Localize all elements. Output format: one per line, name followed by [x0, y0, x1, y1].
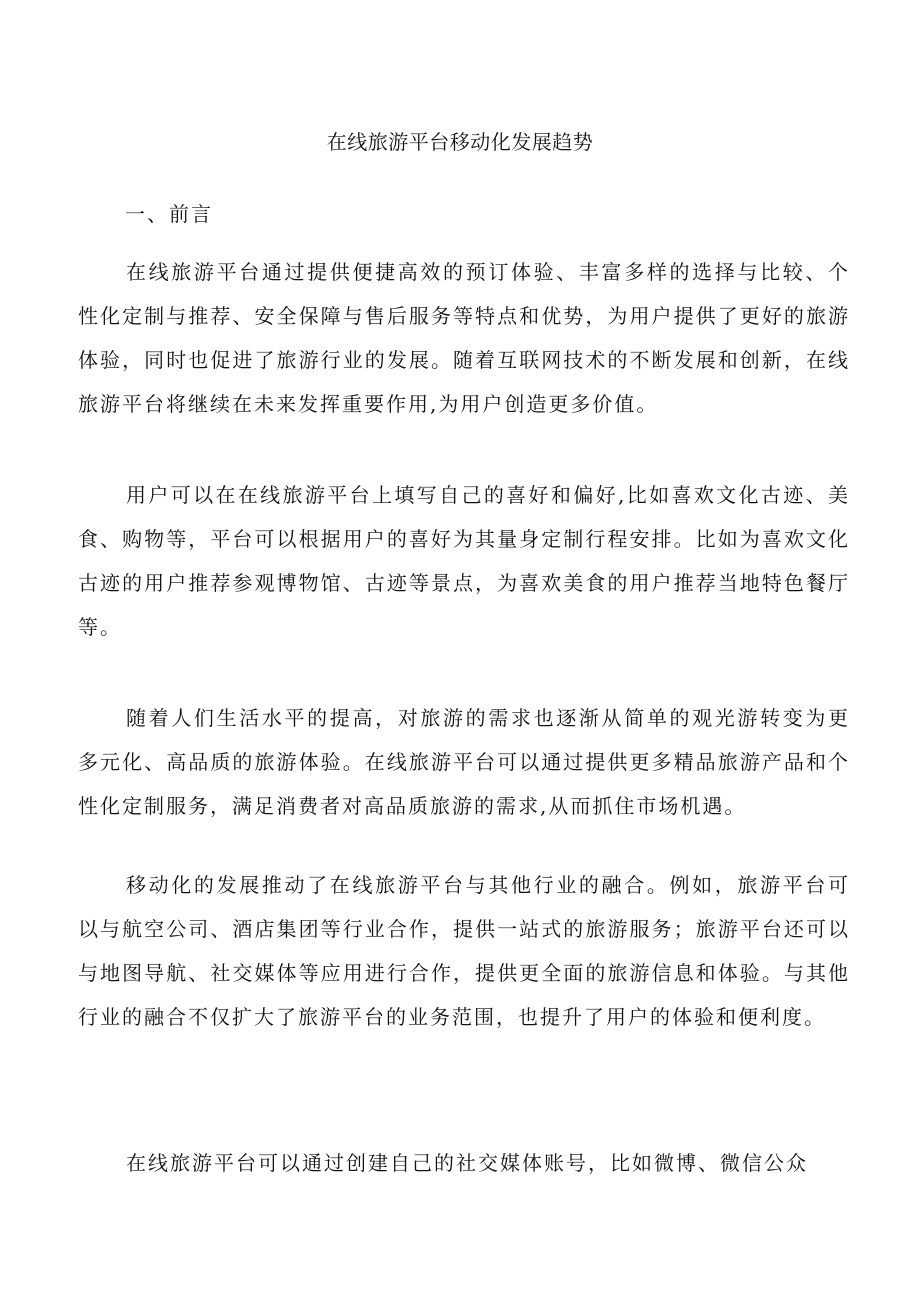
- body-paragraph-3: 随着人们生活水平的提高，对旅游的需求也逐渐从简单的观光游转变为更多元化、高品质的旅游体验。在线旅游平台可以通过提供更多精品旅游产品和个性化定制服务，满足消费者对高品质旅游的需求,从而抓住市场机遇。: [78, 706, 850, 818]
- document-title: 在线旅游平台移动化发展趋势: [326, 130, 594, 154]
- body-paragraph-2: 用户可以在在线旅游平台上填写自己的喜好和偏好,比如喜欢文化古迹、美食、购物等，平台可以根据用户的喜好为其量身定制行程安排。比如为喜欢文化古迹的用户推荐参观博物馆、古迹等景点，为喜欢美食的用户推荐当地特色餐厅等。: [78, 483, 850, 639]
- section-heading: 一、前言: [125, 202, 213, 226]
- body-paragraph-5: 在线旅游平台可以通过创建自己的社交媒体账号，比如微博、微信公众: [126, 1151, 808, 1175]
- body-paragraph-4: 移动化的发展推动了在线旅游平台与其他行业的融合。例如，旅游平台可以与航空公司、酒店集团等行业合作，提供一站式的旅游服务；旅游平台还可以与地图导航、社交媒体等应用进行合作，提供更全面的旅游信息和体验。与其他行业的融合不仅扩大了旅游平台的业务范围，也提升了用户的体验和便利度。: [78, 873, 850, 1029]
- body-paragraph-1: 在线旅游平台通过提供便捷高效的预订体验、丰富多样的选择与比较、个性化定制与推荐、安全保障与售后服务等特点和优势，为用户提供了更好的旅游体验，同时也促进了旅游行业的发展。随着互联网技术的不断发展和创新，在线旅游平台将继续在未来发挥重要作用,为用户创造更多价值。: [78, 260, 850, 416]
